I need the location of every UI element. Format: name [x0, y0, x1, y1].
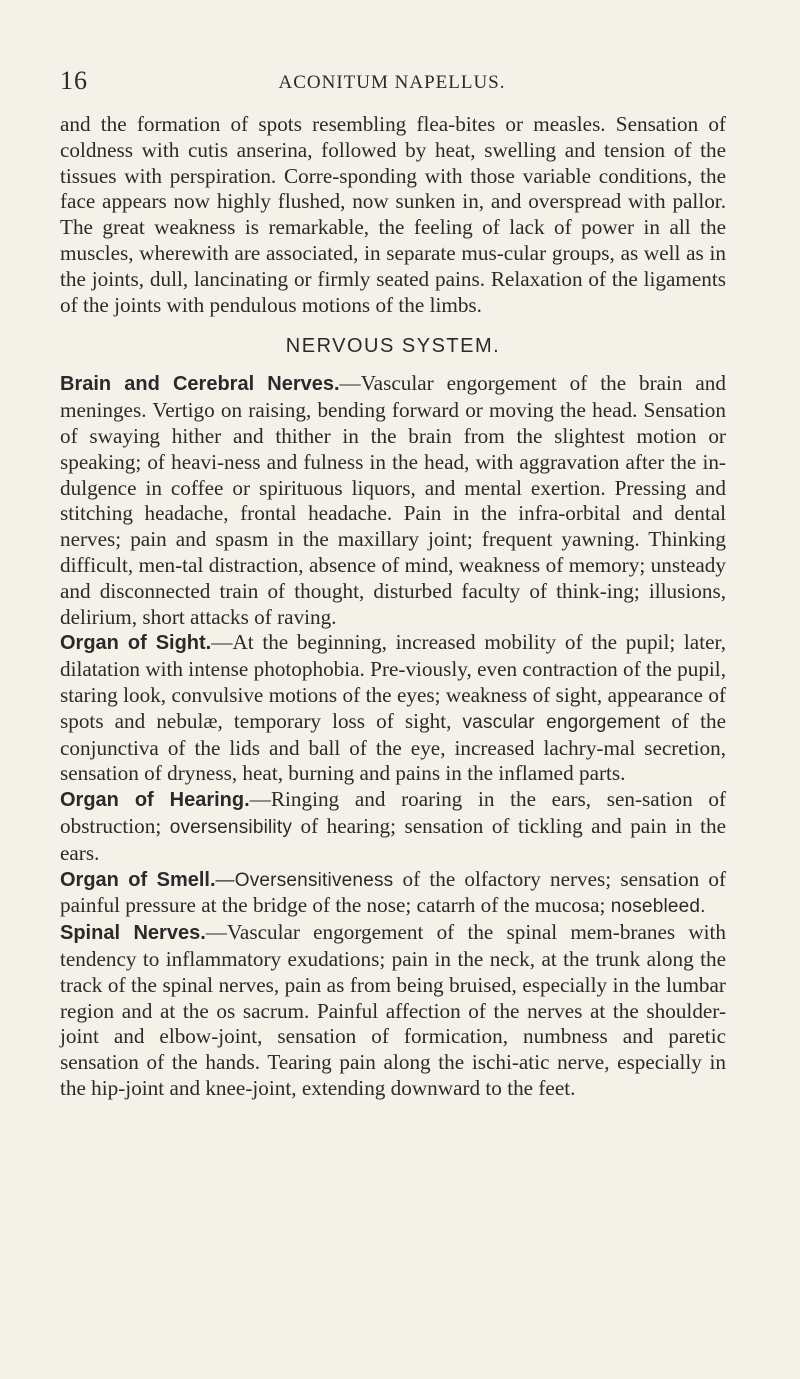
smell-emphasis: —Oversensitiveness: [215, 869, 394, 891]
spinal-text: —Vascular engorgement of the spinal mem-branes with tendency to inflammatory exudations; pain in the neck, at the trunk along the track of the spinal nerves, pain as from being bruised, especially in the lumbar region and at the os sacrum. Painful affection of the nerves at the shoulder-joint and elbow-joint, sensation of formication, numbness and paretic sensation of the hands. Tearing pain along the ischi-atic nerve, especially in the hip-joint and knee-joint, extending downward to the feet.: [60, 920, 727, 1100]
section-heading: NERVOUS SYSTEM.: [285, 335, 501, 358]
smell-emphasis-end: nosebleed.: [610, 896, 706, 918]
smell-text-middle: of the olfactory nerves; sensation of painful pressure at the bridge of the nose; catarrh of the mucosa;: [60, 866, 726, 918]
sight-emphasis: vascular engorgement: [462, 711, 661, 733]
hearing-emphasis: oversensibility: [169, 816, 293, 838]
intro-paragraph: [60, 112, 726, 318]
body-text: [60, 112, 726, 1102]
sight-paragraph: [60, 630, 726, 787]
spinal-subhead: Spinal Nerves.: [60, 922, 206, 945]
hearing-text-after: of hearing; sensation of tickling and pain in the ears.: [60, 813, 726, 865]
page-number: 16: [60, 66, 88, 95]
sight-text-after: of the conjunctiva of the lids and ball of the eye, increased lachry-mal secretion, sensation of dryness, heat, burning and pains in the inflamed parts.: [60, 708, 726, 786]
hearing-subhead: Organ of Hearing.: [60, 789, 250, 812]
brain-paragraph: [60, 371, 726, 630]
spinal-paragraph: [60, 920, 726, 1102]
brain-subhead: Brain and Cerebral Nerves.: [60, 373, 340, 396]
running-head: [60, 66, 724, 96]
smell-subhead: Organ of Smell.: [60, 868, 216, 891]
sight-subhead: Organ of Sight.: [60, 632, 212, 655]
brain-text: —Vascular engorgement of the brain and meninges. Vertigo on raising, bending forward or moving the head. Sensation of swaying hither and thither in the brain from the slightest motion or speaking; of heavi-ness and fulness in the head, with aggravation after the in-dulgence in coffee or spirituous liquors, and mental exertion. Pressing and stitching headache, frontal headache. Pain in the infra-orbital and dental nerves; pain and spasm in the maxillary joint; frequent yawning. Thinking difficult, men-tal distraction, absence of mind, weakness of memory; unsteady and disconnected train of thought, disturbed faculty of think-ing; illusions, delirium, short attacks of raving.: [60, 371, 726, 629]
hearing-paragraph: [60, 787, 726, 866]
hearing-text-before: —Ringing and roaring in the ears, sen-sation of obstruction;: [60, 787, 726, 838]
sight-text-before: —At the beginning, increased mobility of the pupil; later, dilatation with intense photophobia. Pre-viously, even contraction of the pupil, staring look, convulsive motions of the eyes; weakness of sight, appearance of spots and nebulæ, temporary loss of sight,: [60, 630, 727, 733]
running-title: ACONITUM NAPELLUS.: [278, 72, 506, 93]
intro-text: and the formation of spots resembling flea-bites or measles. Sensation of coldness with cutis anserina, followed by heat, swelling and tension of the tissues with perspiration. Corre-sponding with those variable conditions, the face appears now highly flushed, now sunken in, and overspread with pallor. The great weakness is remarkable, the feeling of lack of power in all the muscles, wherewith are associated, in separate mus-cular groups, as well as in the joints, dull, lancinating or firmly seated pains. Relaxation of the ligaments of the joints with pendulous motions of the limbs.: [60, 112, 726, 317]
smell-paragraph: [60, 867, 726, 921]
